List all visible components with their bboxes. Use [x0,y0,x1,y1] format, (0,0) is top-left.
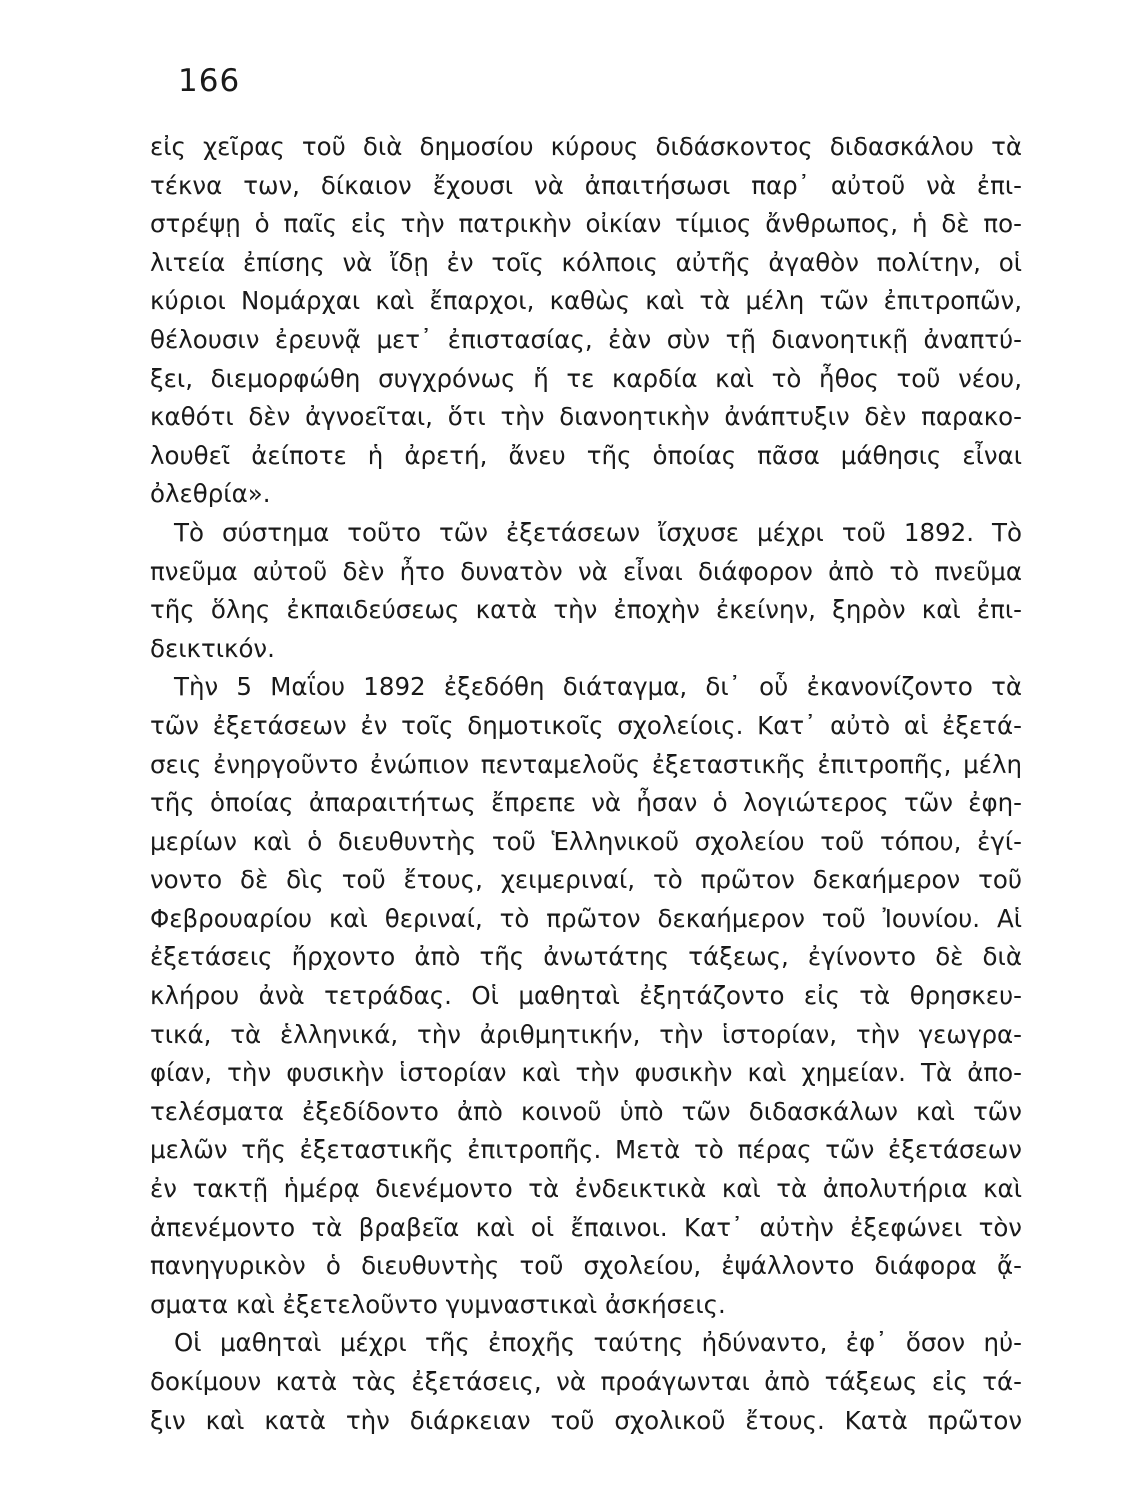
text-line: τῶν ἐξετάσεων ἐν τοῖς δημοτικοῖς σχολείοις. Κατ᾽ αὐτὸ αἱ ἐξετά- [150,710,1022,740]
text-line: Φεβρουαρίου καὶ θεριναί, τὸ πρῶτον δεκαήμερον τοῦ Ἰουνίου. Αἱ [150,903,1022,933]
text-line: καθότι δὲν ἀγνοεῖται, ὅτι τὴν διανοητικὴν ἀνάπτυξιν δὲν παρακο- [150,402,1022,432]
text-line: πανηγυρικὸν ὁ διευθυντὴς τοῦ σχολείου, ἐψάλλοντο διάφορα ᾄ- [150,1251,1022,1281]
paragraph-start-line: Οἱ μαθηταὶ μέχρι τῆς ἐποχῆς ταύτης ἠδύναντο, ἐφ᾽ ὅσον ηὐ- [174,1328,1022,1358]
page-number: 166 [178,63,241,99]
text-line: ξει, διεμορφώθη συγχρόνως ἥ τε καρδία καὶ τὸ ἦθος τοῦ νέου, [150,363,1022,393]
text-line: φίαν, τὴν φυσικὴν ἱστορίαν καὶ τὴν φυσικὴν καὶ χημείαν. Τὰ ἀπο- [150,1058,1022,1088]
text-line: κύριοι Νομάρχαι καὶ ἔπαρχοι, καθὼς καὶ τὰ μέλη τῶν ἐπιτροπῶν, [150,286,1022,316]
text-line: λουθεῖ ἀείποτε ἡ ἀρετή, ἄνευ τῆς ὁποίας πᾶσα μάθησις εἶναι [150,440,1022,470]
text-line: εἰς χεῖρας τοῦ διὰ δημοσίου κύρους διδάσκοντος διδασκάλου τὰ [150,132,1022,161]
text-line: δοκίμουν κατὰ τὰς ἐξετάσεις, νὰ προάγωνται ἀπὸ τάξεως εἰς τά- [150,1367,1022,1396]
text-line: νοντο δὲ δὶς τοῦ ἔτους, χειμεριναί, τὸ πρῶτον δεκαήμερον τοῦ [150,865,1022,895]
text-line: δεικτικόν. [150,633,275,663]
text-line: σματα καὶ ἐξετελοῦντο γυμναστικαὶ ἀσκήσεις. [150,1289,726,1319]
text-line: μερίων καὶ ὁ διευθυντὴς τοῦ Ἑλληνικοῦ σχολείου τοῦ τόπου, ἐγί- [150,826,1022,856]
text-line: τελέσματα ἐξεδίδοντο ἀπὸ κοινοῦ ὑπὸ τῶν διδασκάλων καὶ τῶν [150,1096,1022,1126]
text-line: κλήρου ἀνὰ τετράδας. Οἱ μαθηταὶ ἐξητάζοντο εἰς τὰ θρησκευ- [150,981,1022,1011]
text-line: μελῶν τῆς ἐξεταστικῆς ἐπιτροπῆς. Μετὰ τὸ πέρας τῶν ἐξετάσεων [150,1135,1022,1165]
text-line: ἐν τακτῇ ἡμέρᾳ διενέμοντο τὰ ἐνδεικτικὰ καὶ τὰ ἀπολυτήρια καὶ [150,1174,1022,1204]
text-line: τικά, τὰ ἑλληνικά, τὴν ἀριθμητικήν, τὴν ἱστορίαν, τὴν γεωγρα- [150,1019,1022,1049]
paragraph-start-line: Τὸ σύστημα τοῦτο τῶν ἐξετάσεων ἴσχυσε μέχρι τοῦ 1892. Τὸ [174,517,1022,547]
text-line: ξιν καὶ κατὰ τὴν διάρκειαν τοῦ σχολικοῦ ἔτους. Κατὰ πρῶτον [150,1405,1022,1435]
text-line: τῆς ὁποίας ἀπαραιτήτως ἔπρεπε νὰ ἦσαν ὁ λογιώτερος τῶν ἐφη- [150,788,1022,818]
text-line: ὀλεθρία». [150,479,271,509]
text-line: ἐξετάσεις ἤρχοντο ἀπὸ τῆς ἀνωτάτης τάξεως, ἐγίνοντο δὲ διὰ [150,942,1022,972]
paragraph-start-line: Τὴν 5 Μαΐου 1892 ἐξεδόθη διάταγμα, δι᾽ οὗ ἐκανονίζοντο τὰ [174,672,1022,702]
text-line: λιτεία ἐπίσης νὰ ἴδῃ ἐν τοῖς κόλποις αὐτῆς ἀγαθὸν πολίτην, οἱ [150,247,1022,277]
text-line: τέκνα των, δίκαιον ἔχουσι νὰ ἀπαιτήσωσι παρ᾽ αὐτοῦ νὰ ἐπι- [150,170,1022,200]
text-line: θέλουσιν ἐρευνᾷ μετ᾽ ἐπιστασίας, ἐὰν σὺν τῇ διανοητικῇ ἀναπτύ- [150,324,1022,354]
text-line: στρέψῃ ὁ παῖς εἰς τὴν πατρικὴν οἰκίαν τίμιος ἄνθρωπος, ἡ δὲ πο- [150,209,1022,239]
body-text [150,128,1022,1440]
text-line: πνεῦμα αὐτοῦ δὲν ἦτο δυνατὸν νὰ εἶναι διάφορον ἀπὸ τὸ πνεῦμα [150,556,1022,586]
text-line: τῆς ὅλης ἐκπαιδεύσεως κατὰ τὴν ἐποχὴν ἐκείνην, ξηρὸν καὶ ἐπι- [150,595,1022,625]
text-line: σεις ἐνηργοῦντο ἐνώπιον πενταμελοῦς ἐξεταστικῆς ἐπιτροπῆς, μέλη [150,749,1022,779]
text-line: ἀπενέμοντο τὰ βραβεῖα καὶ οἱ ἔπαινοι. Κατ᾽ αὐτὴν ἐξεφώνει τὸν [150,1212,1022,1242]
